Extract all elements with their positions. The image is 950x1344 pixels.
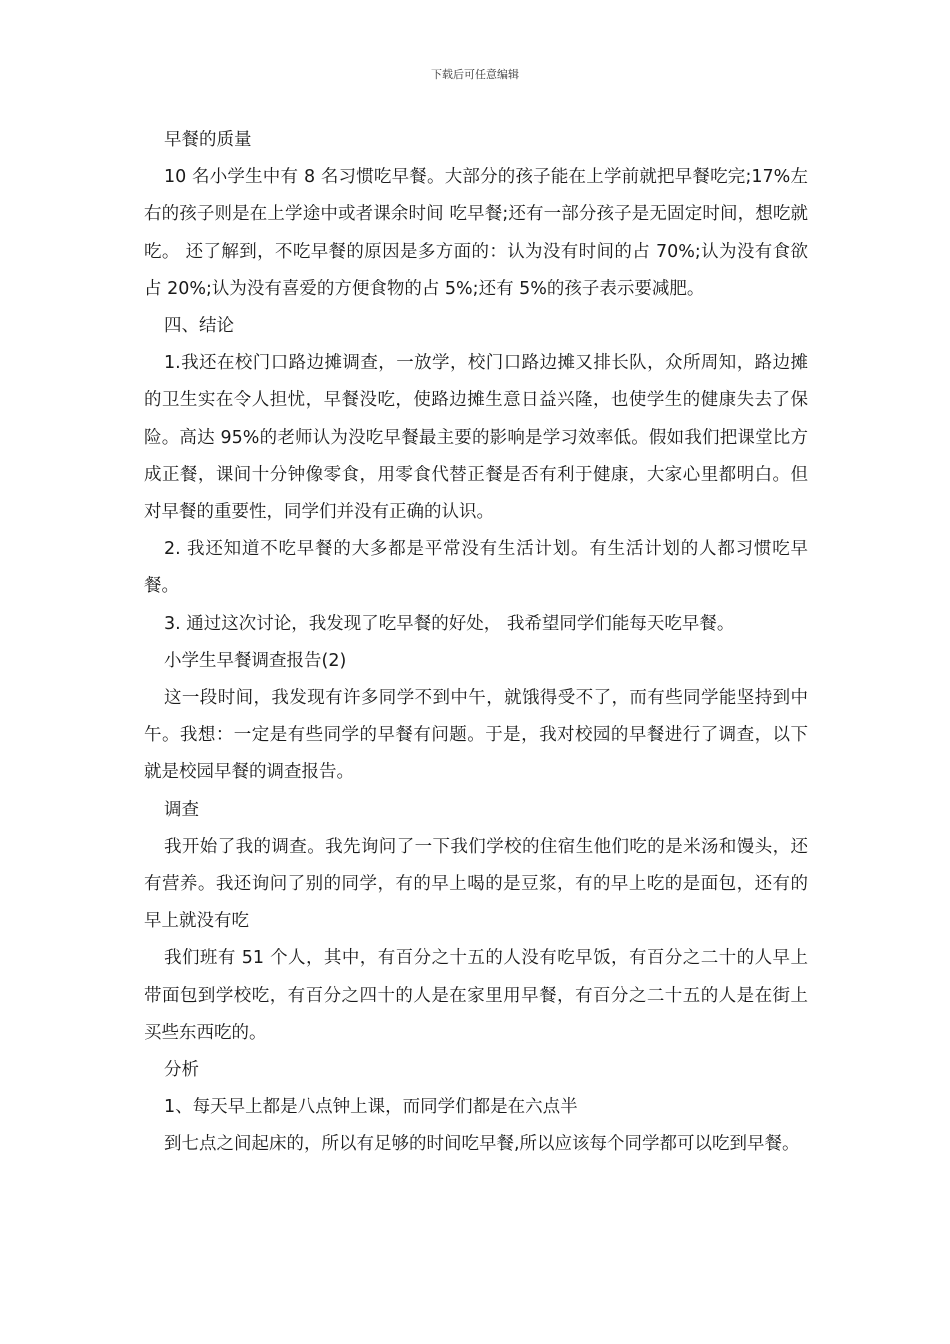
paragraph-breakfast-habits: 10 名小学生中有 8 名习惯吃早餐。大部分的孩子能在上学前就把早餐吃完;17%左右的孩子则是在上学途中或者课余时间 吃早餐;还有一部分孩子是无固定时间，想吃就吃。 还了解到，不吃早餐的原因是多方面的：认为没有时间的占 70%;认为没有食欲占 20%;认为没有喜爱的方便食物的占 5%;还有 5%的孩子表示要减肥。 bbox=[144, 167, 808, 299]
paragraph-conclusion-1: 1.我还在校门口路边摊调查，一放学，校门口路边摊又排长队，众所周知，路边摊的卫生实在令人担忧，早餐没吃，使路边摊生意日益兴隆，也使学生的健康失去了保险。高达 95%的老师认为没吃早餐最主要的影响是学习效率低。假如我们把课堂比方成正餐，课间十分钟像零食，用零食代替正餐是否有利于健康，大家心里都明白。但对早餐的重要性，同学们并没有正确的认识。 bbox=[144, 353, 808, 523]
section-heading-breakfast-quality: 早餐的质量 bbox=[164, 130, 252, 150]
paragraph-survey-1: 我开始了我的调查。我先询问了一下我们学校的住宿生他们吃的是米汤和馒头，还有营养。我还询问了别的同学，有的早上喝的是豆浆，有的早上吃的是面包，还有的早上就没有吃 bbox=[144, 836, 808, 932]
document-body bbox=[144, 122, 808, 1164]
report-title-2: 小学生早餐调查报告(2) bbox=[164, 650, 347, 671]
paragraph-survey-2: 我们班有 51 个人，其中，有百分之十五的人没有吃早饭，有百分之二十的人早上带面包到学校吃，有百分之四十的人是在家里用早餐，有百分之二十五的人是在街上买些东西吃的。 bbox=[144, 948, 808, 1043]
paragraph-intro: 这一段时间，我发现有许多同学不到中午，就饿得受不了，而有些同学能坚持到中午。我想：一定是有些同学的早餐有问题。于是，我对校园的早餐进行了调查，以下就是校园早餐的调查报告。 bbox=[144, 688, 808, 783]
page-header: 下载后可任意编辑 bbox=[431, 68, 519, 81]
paragraph-conclusion-2: 2. 我还知道不吃早餐的大多都是平常没有生活计划。有生活计划的人都习惯吃早餐。 bbox=[144, 539, 808, 597]
section-heading-analysis: 分析 bbox=[164, 1060, 199, 1081]
paragraph-conclusion-3: 3. 通过这次讨论，我发现了吃早餐的好处， 我希望同学们能每天吃早餐。 bbox=[164, 613, 735, 634]
section-heading-conclusion: 四、结论 bbox=[164, 316, 234, 337]
section-heading-survey: 调查 bbox=[164, 799, 199, 820]
paragraph-analysis-1: 1、每天早上都是八点钟上课，而同学们都是在六点半 bbox=[164, 1097, 578, 1118]
paragraph-analysis-2: 到七点之间起床的，所以有足够的时间吃早餐,所以应该每个同学都可以吃到早餐。 bbox=[164, 1134, 800, 1155]
